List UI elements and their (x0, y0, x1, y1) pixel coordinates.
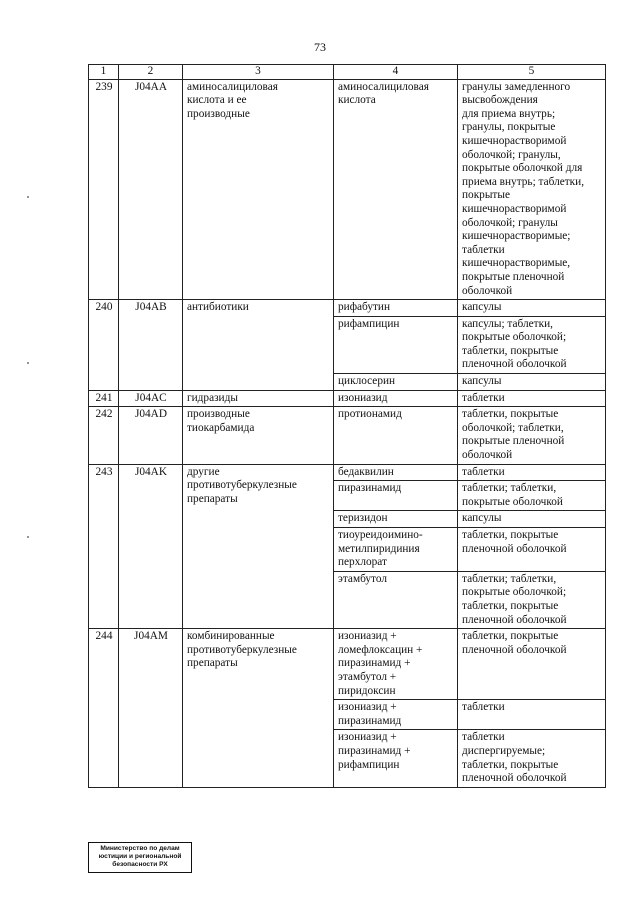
text-line: таблетки (462, 243, 505, 256)
text-line: аминосалициловая (187, 80, 278, 93)
dosage-form (458, 374, 606, 391)
text-line: покрытые оболочкой (462, 495, 563, 508)
text-line: пиридоксин (338, 684, 396, 697)
header-col-5: 5 (458, 65, 606, 80)
atc-group-name (183, 390, 334, 407)
medicine-name (334, 629, 458, 700)
text-line: для приема внутрь; (462, 107, 556, 120)
text-line: комбинированные (187, 630, 275, 643)
text-line: кишечнорастворимой (462, 202, 567, 215)
text-line: таблетки (462, 701, 505, 714)
text-line: циклосерин (338, 375, 396, 388)
stamp-text-line: Министерство по делам (100, 845, 180, 852)
medicine-name (334, 374, 458, 391)
row-number: 244 (89, 629, 119, 788)
atc-group-name (183, 407, 334, 464)
text-line: таблетки, покрытые (462, 529, 559, 541)
text-line: противотуберкулезные (187, 643, 297, 656)
text-line: таблетки, покрытые (462, 758, 559, 771)
medicine-name (334, 528, 458, 572)
text-line: кишечнорастворимой (462, 134, 567, 147)
atc-group-name (183, 300, 334, 391)
medicine-name (334, 511, 458, 528)
header-col-1: 1 (89, 65, 119, 80)
text-line: изониазид + (338, 701, 397, 714)
text-line: перхлорат (338, 556, 387, 569)
atc-group-name (183, 79, 334, 300)
scan-speck (27, 196, 29, 198)
text-line: покрытые пленочной (462, 435, 565, 448)
text-line: пиразинамид (338, 482, 402, 495)
text-line: покрытые пленочной (462, 270, 565, 283)
medicine-name (334, 700, 458, 730)
dosage-form (458, 316, 606, 373)
text-line: рифампицин (338, 317, 400, 330)
text-line: диспергируемые; (462, 744, 546, 757)
text-line: покрытые (462, 189, 510, 202)
text-line: протионамид (338, 408, 402, 421)
text-line: пленочной оболочкой (462, 772, 567, 785)
row-number: 242 (89, 407, 119, 464)
dosage-form (458, 390, 606, 407)
atc-code: J04AM (119, 629, 183, 788)
page-number: 73 (314, 40, 326, 54)
text-line: другие (187, 465, 220, 478)
text-line: таблетки (462, 731, 505, 744)
dosage-form (458, 464, 606, 481)
text-line: покрытые оболочкой; (462, 331, 567, 344)
dosage-form (458, 407, 606, 464)
text-line: кишечнорастворимые, (462, 257, 571, 270)
text-line: пленочной оболочкой (462, 613, 567, 626)
text-line: пленочной оболочкой (462, 358, 567, 371)
text-line: оболочкой; таблетки, (462, 421, 564, 434)
ministry-stamp (88, 842, 192, 873)
table-row (89, 390, 606, 407)
medicine-name (334, 481, 458, 511)
text-line: гидразиды (187, 391, 238, 404)
text-line: таблетки (462, 465, 505, 478)
dosage-form (458, 300, 606, 317)
text-line: кислота и ее (187, 94, 247, 107)
atc-code: J04AA (119, 79, 183, 300)
dosage-form (458, 700, 606, 730)
text-line: оболочкой (462, 449, 513, 462)
text-line: изониазид + (338, 731, 397, 744)
table-row (89, 407, 606, 464)
stamp-text-line: юстиции и региональной (98, 853, 182, 861)
text-line: ломефлоксацин + (338, 643, 423, 656)
medicine-name (334, 730, 458, 787)
row-number: 239 (89, 79, 119, 300)
text-line: антибиотики (187, 301, 249, 314)
text-line: пиразинамид + (338, 657, 411, 670)
atc-code: J04AB (119, 300, 183, 391)
text-line: препараты (187, 492, 238, 505)
text-line: кислота (338, 94, 376, 107)
text-line: таблетки, покрытые (462, 344, 559, 357)
scan-speck (27, 536, 29, 538)
row-number: 243 (89, 464, 119, 629)
text-line: пиразинамид (338, 714, 402, 727)
dosage-form (458, 571, 606, 628)
text-line: бедаквилин (338, 465, 394, 478)
text-line: покрытые оболочкой; (462, 586, 567, 599)
medicine-name (334, 316, 458, 373)
text-line: гранулы, покрытые (462, 121, 556, 134)
atc-code: J04AD (119, 407, 183, 464)
text-line: аминосалициловая (338, 80, 429, 93)
text-line: таблетки; таблетки, (462, 572, 557, 585)
text-line: капсулы; таблетки, (462, 317, 553, 330)
text-line: оболочкой; гранулы, (462, 148, 561, 161)
dosage-form (458, 511, 606, 528)
text-line: изониазид + (338, 630, 397, 643)
text-line: пленочной оболочкой (462, 542, 567, 555)
text-line: рифампицин (338, 758, 400, 771)
header-row (89, 65, 606, 80)
text-line: пленочной оболочкой (462, 643, 567, 656)
text-line: противотуберкулезные (187, 479, 297, 492)
text-line: теризидон (338, 512, 388, 525)
dosage-form (458, 79, 606, 300)
medicine-name (334, 390, 458, 407)
text-line: таблетки, покрытые (462, 630, 559, 643)
medicine-name (334, 464, 458, 481)
medicine-name (334, 300, 458, 317)
medicines-table (88, 64, 606, 788)
medicine-name (334, 407, 458, 464)
row-number: 241 (89, 390, 119, 407)
text-line: рифабутин (338, 301, 391, 314)
text-line: кишечнорастворимые; (462, 230, 571, 243)
text-line: таблетки (462, 391, 505, 404)
text-line: капсулы (462, 375, 502, 388)
text-line: оболочкой (462, 284, 513, 297)
text-line: изониазид (338, 391, 388, 404)
text-line: пиразинамид + (338, 744, 411, 757)
text-line: этамбутол (338, 572, 387, 585)
header-col-4: 4 (334, 65, 458, 80)
text-line: приема внутрь; таблетки, (462, 175, 585, 188)
text-line: тиоуреидоимино- (338, 529, 423, 541)
atc-group-name (183, 464, 334, 629)
atc-code: J04AK (119, 464, 183, 629)
dosage-form (458, 629, 606, 700)
table-row (89, 629, 606, 700)
text-line: высвобождения (462, 94, 538, 107)
text-line: таблетки, покрытые (462, 599, 559, 612)
medicine-name (334, 571, 458, 628)
text-line: капсулы (462, 301, 502, 314)
scan-speck (27, 362, 29, 364)
text-line: таблетки, покрытые (462, 408, 559, 421)
text-line: гранулы замедленного (462, 80, 571, 93)
dosage-form (458, 481, 606, 511)
text-line: покрытые оболочкой для (462, 162, 583, 175)
row-number: 240 (89, 300, 119, 391)
text-line: таблетки; таблетки, (462, 482, 557, 495)
text-line: этамбутол + (338, 670, 397, 683)
table-body (89, 79, 606, 787)
stamp-text-line: безопасности РХ (112, 861, 168, 869)
text-line: оболочкой; гранулы (462, 216, 558, 229)
table-row (89, 464, 606, 481)
dosage-form (458, 730, 606, 787)
text-line: капсулы (462, 512, 502, 525)
text-line: производные (187, 107, 250, 120)
text-line: метилпиридиния (338, 542, 420, 555)
atc-group-name (183, 629, 334, 788)
table-row (89, 300, 606, 317)
dosage-form (458, 528, 606, 572)
header-col-3: 3 (183, 65, 334, 80)
header-col-2: 2 (119, 65, 183, 80)
table-row (89, 79, 606, 300)
text-line: производные (187, 408, 250, 421)
atc-code: J04AC (119, 390, 183, 407)
text-line: препараты (187, 657, 238, 670)
medicine-name (334, 79, 458, 300)
text-line: тиокарбамида (187, 421, 255, 434)
